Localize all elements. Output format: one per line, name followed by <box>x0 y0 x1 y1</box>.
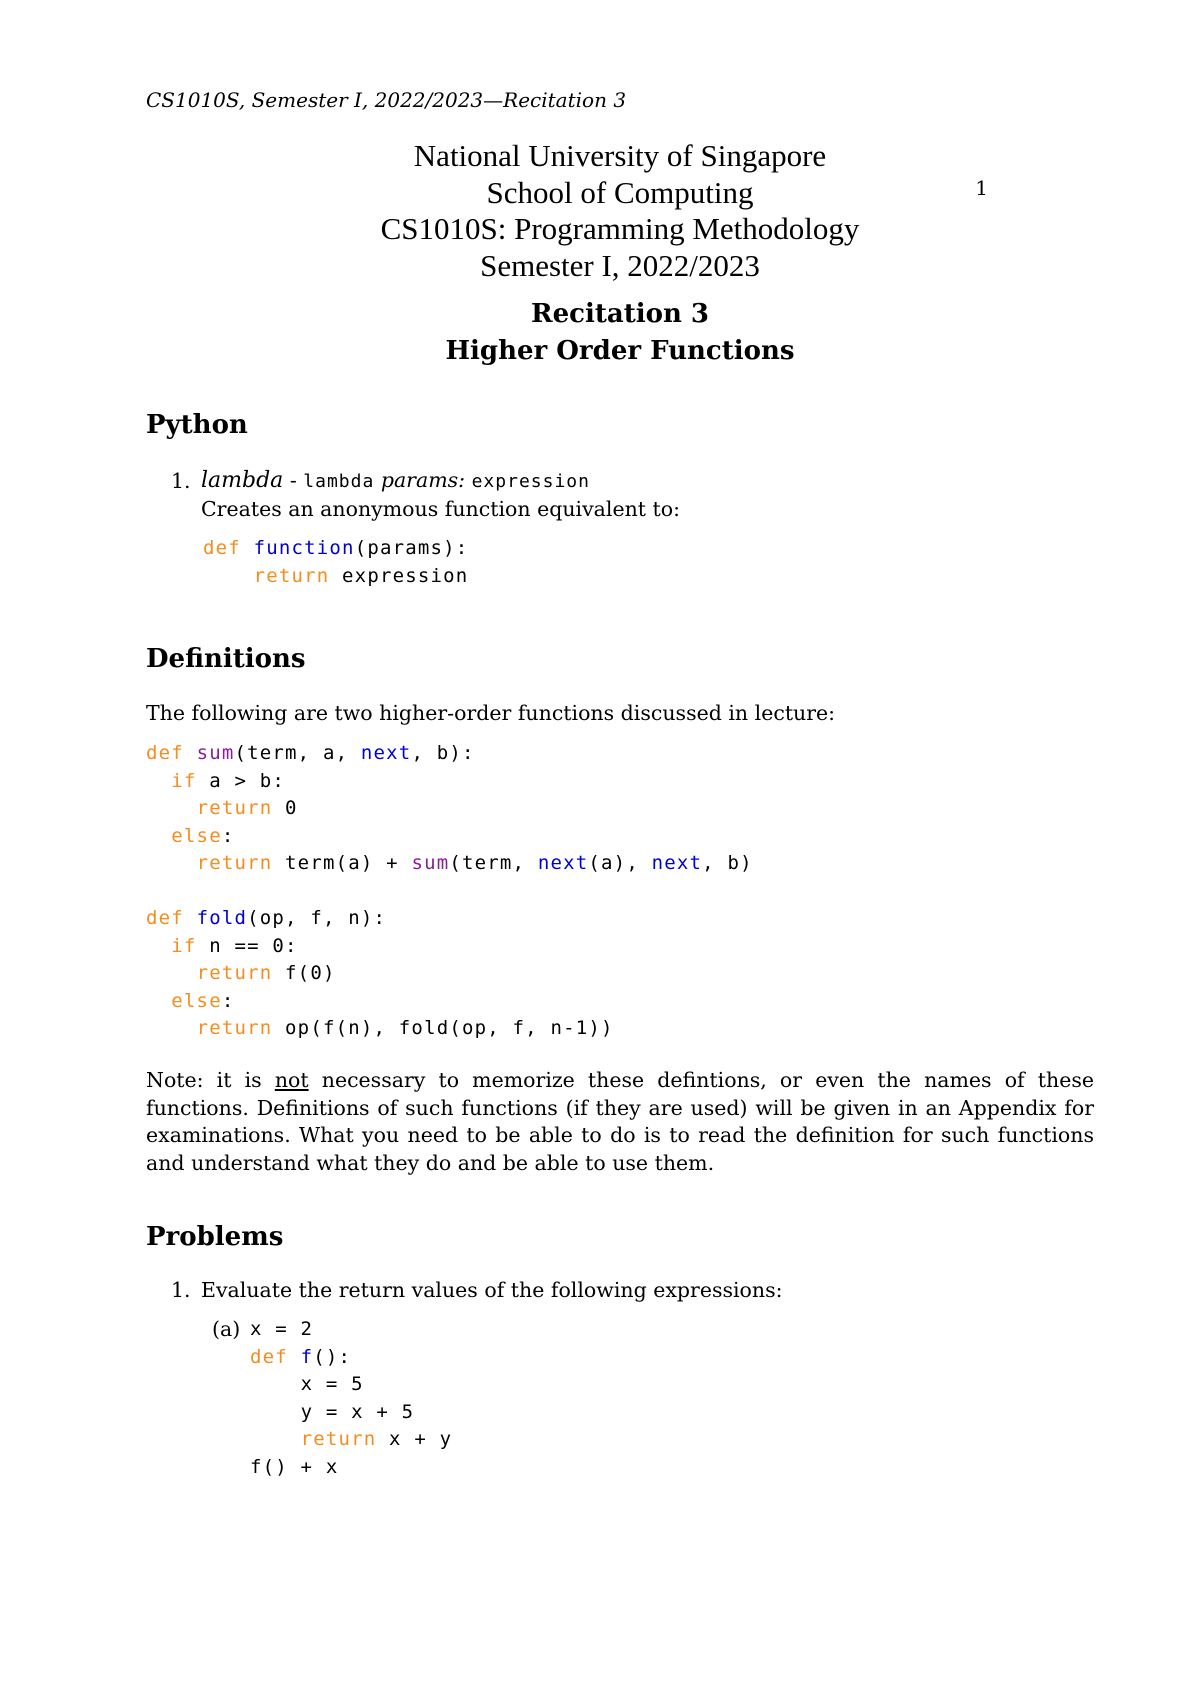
keyword: return <box>196 852 273 874</box>
code-text: f(0) <box>272 962 336 984</box>
part-a-label: (a) <box>212 1317 241 1341</box>
syntax-lambda: lambda <box>303 471 375 492</box>
keyword: if <box>171 769 197 792</box>
code-text: f() + x <box>250 1455 339 1478</box>
function-name: sum <box>196 742 235 764</box>
code-text: 0 <box>272 797 298 819</box>
code-text: (op, f, n): <box>247 907 387 929</box>
keyword: def <box>250 1345 288 1368</box>
sum-definition-code <box>146 740 753 878</box>
keyword: return <box>196 797 273 819</box>
keyword: def <box>203 537 241 559</box>
running-title: CS1010S, Semester I, 2022/2023—Recitation 3 <box>146 88 627 112</box>
note-text: Note: it is <box>146 1068 275 1092</box>
note-text: necessary to memorize these defintions, or even the names of these functions. Definitions of such functions (if they are used) will be given in an Appendix for examinations. What you need to be able to do is to read the definition for such functions and understand what they do and be able to use them. <box>146 1068 1094 1175</box>
lambda-term: lambda <box>201 468 284 493</box>
definitions-note <box>146 1067 1094 1177</box>
syntax-expression: expression <box>471 471 590 492</box>
builtin-name: next <box>537 852 589 874</box>
code-text: , b): <box>411 742 475 764</box>
code-text: : <box>221 989 235 1012</box>
code-text: y = x + 5 <box>300 1400 415 1423</box>
keyword: return <box>300 1428 377 1450</box>
code-text: x = 5 <box>300 1373 364 1395</box>
code-text: , b) <box>702 852 753 874</box>
code-text: (): <box>313 1345 352 1368</box>
builtin-name: next <box>360 742 412 764</box>
keyword: else <box>171 989 222 1012</box>
lambda-description: Creates an anonymous function equivalent to: <box>201 497 681 521</box>
item-dash: - <box>283 468 304 492</box>
problem-number: 1. <box>171 1278 191 1302</box>
recitation-topic: Higher Order Functions <box>445 336 795 366</box>
page-number: 1 <box>975 176 988 200</box>
fold-definition-code <box>146 905 614 1043</box>
problem-text: Evaluate the return values of the following expressions: <box>201 1278 783 1302</box>
keyword: return <box>196 962 273 984</box>
keyword: return <box>253 564 330 587</box>
code-text: expression <box>329 564 469 587</box>
code-text: op(f(n), fold(op, f, n-1)) <box>272 1017 614 1039</box>
lambda-equivalent-code <box>203 535 468 590</box>
code-text: (term, a, <box>234 742 361 764</box>
university-name: National University of Singapore <box>413 138 827 173</box>
keyword: def <box>146 742 184 764</box>
section-heading-python: Python <box>146 410 248 440</box>
definitions-intro: The following are two higher-order functions discussed in lecture: <box>146 701 836 725</box>
school-name: School of Computing <box>486 174 754 210</box>
code-text: x + y <box>376 1428 453 1450</box>
semester: Semester I, 2022/2023 <box>480 247 760 283</box>
code-text: x = 2 <box>250 1318 314 1340</box>
code-text: (params): <box>354 537 469 559</box>
keyword: if <box>171 934 197 957</box>
keyword: def <box>146 907 184 929</box>
syntax-params: params: <box>380 468 466 492</box>
builtin-name: next <box>651 852 703 874</box>
section-heading-problems: Problems <box>146 1222 284 1252</box>
code-text: : <box>221 824 235 847</box>
recitation-title-block <box>0 296 1200 370</box>
code-text: term(a) + <box>272 852 412 874</box>
function-name: sum <box>411 852 450 874</box>
section-heading-definitions: Definitions <box>146 644 306 674</box>
code-text: (term, <box>449 852 538 874</box>
python-item-number: 1. <box>171 469 191 493</box>
course-name: CS1010S: Programming Methodology <box>380 211 860 246</box>
code-text: n == 0: <box>196 934 298 957</box>
keyword: return <box>196 1017 273 1039</box>
title-block <box>0 138 1200 284</box>
note-emphasis: not <box>274 1068 309 1092</box>
recitation-number: Recitation 3 <box>531 299 709 329</box>
python-item <box>201 467 590 496</box>
code-text: a > b: <box>196 769 286 792</box>
code-text: (a), <box>588 852 652 874</box>
function-name: function <box>253 537 355 559</box>
function-name: fold <box>196 907 248 929</box>
function-name: f <box>300 1345 314 1368</box>
problem-a-code <box>250 1316 452 1481</box>
keyword: else <box>171 824 222 847</box>
